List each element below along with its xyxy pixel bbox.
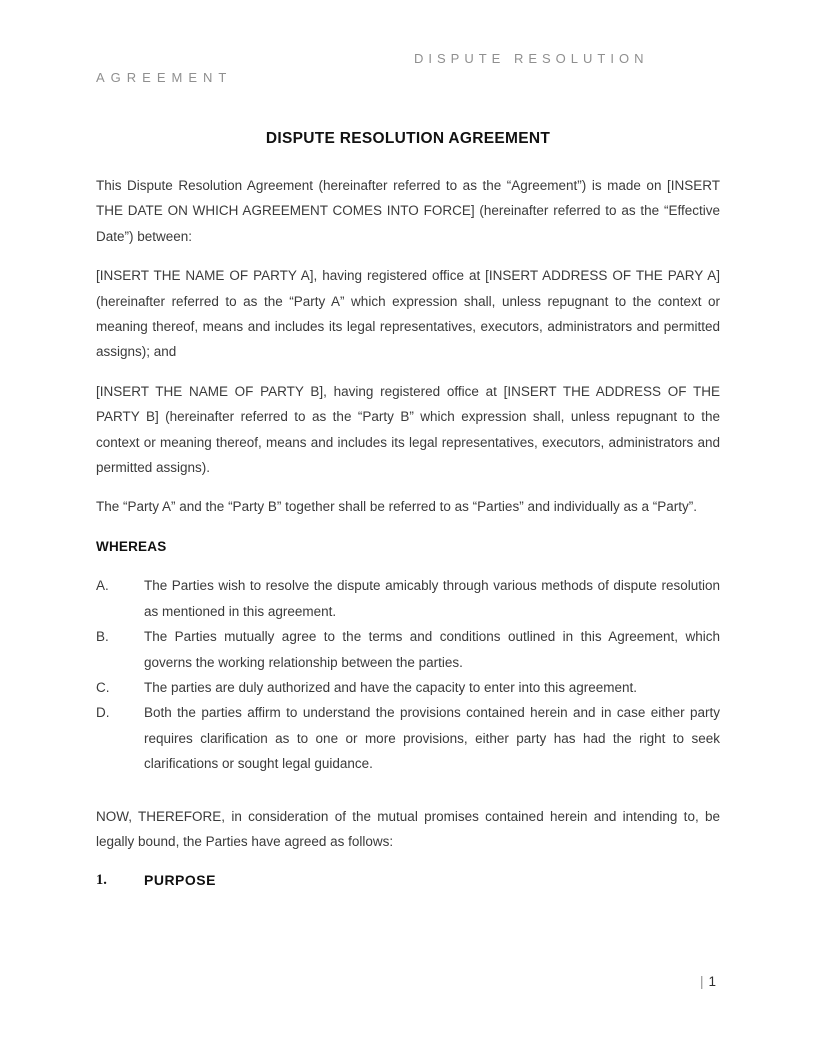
recital-marker: D.	[96, 705, 110, 721]
parties-definition-paragraph: The “Party A” and the “Party B” together shall be referred to as “Parties” and individually as a “Party”.	[96, 499, 698, 515]
recitals-list	[96, 573, 720, 776]
page-number: 1	[708, 974, 716, 989]
party-a-paragraph: [INSERT THE NAME OF PARTY A], having registered office at [INSERT ADDRESS OF THE PARY A] (hereinafter referred to as the “Party A” which expression shall, unless repugnant to the context or meaning thereof, means and includes its legal representatives, executors, administrators and permitted assigns); and	[96, 268, 720, 360]
recital-text: The parties are duly authorized and have the capacity to enter into this agreement.	[144, 679, 638, 695]
recital-item	[96, 624, 720, 675]
party-b-paragraph: [INSERT THE NAME OF PARTY B], having registered office at [INSERT THE ADDRESS OF THE PARTY B] (hereinafter referred to as the “Party B” which expression shall, unless repugnant to the context or meaning thereof, means and includes its legal representatives, executors, administrators and permitted assigns).	[96, 383, 720, 476]
section-1-heading	[96, 868, 720, 893]
header-title-line-1: DISPUTE RESOLUTION	[414, 51, 649, 66]
section-title: PURPOSE	[144, 872, 216, 889]
page-number-separator: |	[699, 974, 704, 989]
section-number: 1.	[96, 872, 107, 889]
recital-marker: C.	[96, 679, 110, 695]
now-therefore-paragraph: NOW, THEREFORE, in consideration of the mutual promises contained herein and intending to, be legally bound, the Parties have agreed as follows:	[96, 808, 720, 849]
recital-marker: A.	[96, 578, 109, 594]
whereas-heading: WHEREAS	[96, 538, 167, 554]
recital-text: The Parties wish to resolve the dispute amicably through various methods of dispute resolution as mentioned in this agreement.	[144, 578, 720, 619]
recital-item	[96, 700, 720, 776]
recital-text: Both the parties affirm to understand the provisions contained herein and in case either party requires clarification as to one or more provisions, either party has had the right to seek clarifications or sought legal guidance.	[144, 705, 720, 772]
page-footer	[700, 973, 716, 991]
recital-item	[96, 675, 720, 700]
recital-item	[96, 573, 720, 624]
header-title-line-2: AGREEMENT	[96, 70, 233, 85]
recital-text: The Parties mutually agree to the terms and conditions outlined in this Agreement, which governs the working relationship between the parties.	[144, 629, 720, 670]
document-body	[96, 0, 720, 894]
recital-marker: B.	[96, 629, 109, 645]
document-title: DISPUTE RESOLUTION AGREEMENT	[265, 130, 551, 147]
intro-paragraph: This Dispute Resolution Agreement (hereinafter referred to as the “Agreement”) is made on [INSERT THE DATE ON WHICH AGREEMENT COMES INTO FORCE] (hereinafter referred to as the “Effective Date”) between:	[96, 178, 720, 244]
